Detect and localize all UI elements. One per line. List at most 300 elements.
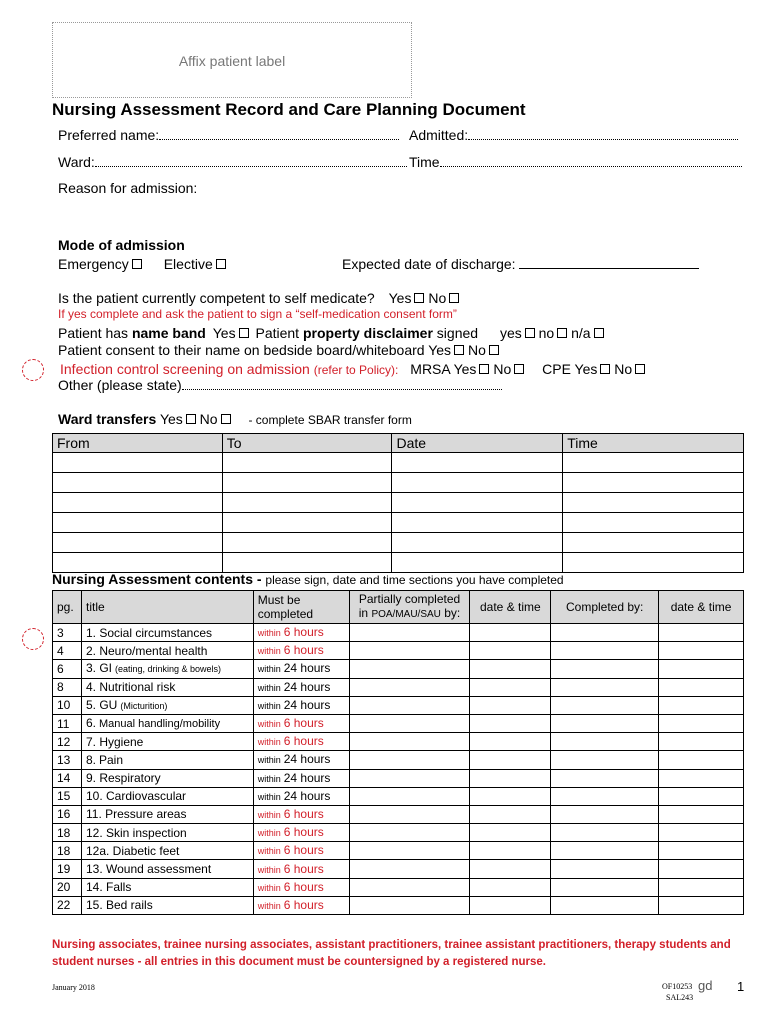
assessment-datetime2-cell[interactable] bbox=[659, 751, 744, 769]
transfer-cell[interactable] bbox=[563, 553, 744, 573]
within-text: within bbox=[257, 682, 281, 693]
within-text: within bbox=[257, 737, 281, 748]
cpe-yes-label: CPE Yes bbox=[542, 361, 598, 377]
assessment-completed-cell[interactable] bbox=[551, 678, 659, 696]
mrsa-yes-checkbox[interactable] bbox=[479, 364, 489, 374]
assessment-completed-cell[interactable] bbox=[551, 842, 659, 860]
assessment-must bbox=[253, 733, 349, 751]
assessment-must bbox=[253, 678, 349, 696]
assessment-must bbox=[253, 624, 349, 642]
transfer-cell[interactable] bbox=[563, 513, 744, 533]
assessment-datetime-cell[interactable] bbox=[470, 696, 551, 714]
admitted-label: Admitted: bbox=[409, 127, 469, 143]
infection-text: Infection control screening on admission bbox=[60, 361, 310, 377]
transfer-cell[interactable] bbox=[563, 453, 744, 473]
assessment-pg bbox=[53, 842, 82, 860]
infection-ref: (refer to Policy): bbox=[313, 363, 399, 377]
assessment-title bbox=[81, 878, 253, 896]
within-text: within bbox=[257, 828, 281, 839]
assessment-datetime2-cell[interactable] bbox=[659, 824, 744, 842]
within-text: within bbox=[257, 664, 281, 675]
hours-text: 6 hours bbox=[283, 806, 324, 821]
assessment-row bbox=[53, 878, 744, 896]
assessment-datetime2-cell[interactable] bbox=[659, 714, 744, 732]
assessment-title-note: Pain bbox=[99, 752, 124, 767]
hours-text: 24 hours bbox=[283, 770, 331, 785]
hours-text: 6 hours bbox=[283, 843, 324, 858]
other-label: Other (please state) bbox=[58, 377, 182, 393]
property-na-checkbox[interactable] bbox=[594, 328, 604, 338]
assessment-partial-cell[interactable] bbox=[349, 733, 470, 751]
assessment-partial-cell[interactable] bbox=[349, 660, 470, 678]
transfer-cell[interactable] bbox=[53, 533, 223, 553]
assessment-partial-cell[interactable] bbox=[349, 896, 470, 914]
transfer-cell[interactable] bbox=[53, 473, 223, 493]
mrsa-no-checkbox[interactable] bbox=[514, 364, 524, 374]
transfer-row bbox=[53, 533, 744, 553]
assessment-row bbox=[53, 642, 744, 660]
assessment-row bbox=[53, 733, 744, 751]
assessment-title-note: (Micturition) bbox=[120, 700, 168, 711]
transfer-row bbox=[53, 473, 744, 493]
assessment-title-text: 14. Falls bbox=[85, 880, 132, 895]
assessment-datetime-cell[interactable] bbox=[470, 860, 551, 878]
col-partial-1: Partially completed bbox=[358, 592, 461, 606]
property-prefix: Patient bbox=[255, 325, 300, 341]
assessment-title bbox=[81, 624, 253, 642]
hours-text: 6 hours bbox=[283, 879, 324, 894]
assessment-title bbox=[81, 714, 253, 732]
patient-label-text: Affix patient label bbox=[178, 53, 286, 69]
property-disclaimer-bold: property disclaimer bbox=[302, 325, 433, 341]
assessment-datetime-cell[interactable] bbox=[470, 805, 551, 823]
consent-row bbox=[58, 342, 499, 358]
transfer-cell[interactable] bbox=[563, 533, 744, 553]
assessment-pg-text: 13 bbox=[57, 752, 71, 767]
emergency-checkbox[interactable] bbox=[132, 259, 142, 269]
consent-no-checkbox[interactable] bbox=[489, 345, 499, 355]
hours-text: 24 hours bbox=[283, 788, 331, 803]
assessment-title bbox=[81, 860, 253, 878]
other-row[interactable] bbox=[58, 377, 502, 393]
hours-text: 6 hours bbox=[283, 825, 324, 840]
assessment-must bbox=[253, 878, 349, 896]
ward-transfers-no-label: No bbox=[199, 411, 218, 427]
transfer-cell[interactable] bbox=[392, 473, 563, 493]
hours-text: 6 hours bbox=[283, 734, 324, 749]
transfer-cell[interactable] bbox=[222, 513, 392, 533]
time-line[interactable] bbox=[440, 166, 742, 167]
assessment-pg-text: 12 bbox=[57, 734, 71, 749]
transfer-cell[interactable] bbox=[53, 553, 223, 573]
cpe-no-label: No bbox=[614, 361, 633, 377]
assessment-pg bbox=[53, 769, 82, 787]
assessment-datetime-cell[interactable] bbox=[470, 678, 551, 696]
discharge-line[interactable] bbox=[519, 268, 699, 269]
transfer-cell[interactable] bbox=[222, 533, 392, 553]
assessment-title bbox=[81, 842, 253, 860]
assessment-datetime-cell[interactable] bbox=[470, 824, 551, 842]
col-partial-by: by: bbox=[444, 606, 461, 620]
ward-transfers-row bbox=[58, 411, 412, 427]
assessment-must bbox=[253, 805, 349, 823]
col-to: To bbox=[222, 434, 392, 453]
assessment-pg bbox=[53, 642, 82, 660]
contents-heading-row bbox=[52, 571, 564, 587]
transfer-cell[interactable] bbox=[563, 473, 744, 493]
assessment-partial-cell[interactable] bbox=[349, 860, 470, 878]
discharge-label: Expected date of discharge: bbox=[342, 256, 516, 272]
consent-yes-checkbox[interactable] bbox=[454, 345, 464, 355]
hours-text: 6 hours bbox=[283, 897, 324, 912]
assessment-partial-cell[interactable] bbox=[349, 787, 470, 805]
assessment-pg bbox=[53, 733, 82, 751]
assessment-datetime2-cell[interactable] bbox=[659, 678, 744, 696]
assessment-datetime2-cell[interactable] bbox=[659, 660, 744, 678]
within-text: within bbox=[257, 628, 281, 639]
assessment-pg-text: 10 bbox=[57, 698, 71, 713]
assessment-title bbox=[81, 696, 253, 714]
assessment-row bbox=[53, 751, 744, 769]
assessment-title-note: (eating, drinking & bowels) bbox=[115, 664, 222, 675]
assessment-pg-text: 18 bbox=[57, 825, 71, 840]
elective-label: Elective bbox=[163, 256, 213, 272]
assessment-row bbox=[53, 769, 744, 787]
assessment-title bbox=[81, 733, 253, 751]
col-datetime: date & time bbox=[470, 591, 551, 624]
assessment-must bbox=[253, 714, 349, 732]
assessment-completed-cell[interactable] bbox=[551, 787, 659, 805]
within-text: within bbox=[257, 755, 281, 766]
mode-heading: Mode of admission bbox=[58, 237, 185, 253]
self-medicate-yes-checkbox[interactable] bbox=[414, 293, 424, 303]
footer-logo: gd bbox=[698, 978, 713, 993]
margin-circle-mark bbox=[22, 628, 44, 650]
property-no-checkbox[interactable] bbox=[557, 328, 567, 338]
assessment-partial-cell[interactable] bbox=[349, 842, 470, 860]
assessment-title-text: 13. Wound assessment bbox=[85, 862, 212, 877]
assessment-must bbox=[253, 751, 349, 769]
property-signed: signed bbox=[436, 325, 479, 341]
assessment-datetime2-cell[interactable] bbox=[659, 878, 744, 896]
assessment-pg bbox=[53, 896, 82, 914]
assessment-title-text: 6. bbox=[85, 716, 96, 731]
assessment-pg-text: 4 bbox=[57, 643, 64, 658]
assessment-completed-cell[interactable] bbox=[551, 733, 659, 751]
name-band-prefix: Patient has bbox=[58, 325, 129, 341]
ward-line[interactable] bbox=[95, 166, 407, 167]
assessment-title-text: 3. GI bbox=[85, 661, 112, 676]
col-must: Must be completed bbox=[253, 591, 349, 624]
assessment-completed-cell[interactable] bbox=[551, 642, 659, 660]
col-from: From bbox=[53, 434, 223, 453]
emergency-label: Emergency bbox=[58, 256, 129, 272]
contents-subheading: please sign, date and time sections you have completed bbox=[265, 573, 564, 587]
transfer-cell[interactable] bbox=[222, 553, 392, 573]
assessment-completed-cell[interactable] bbox=[551, 860, 659, 878]
assessment-completed-cell[interactable] bbox=[551, 805, 659, 823]
name-band-row bbox=[58, 325, 604, 341]
assessment-pg bbox=[53, 805, 82, 823]
assessment-partial-cell[interactable] bbox=[349, 696, 470, 714]
name-band-yes-label: Yes bbox=[212, 325, 236, 341]
assessment-title-text: 12a. Diabetic feet bbox=[85, 843, 180, 858]
assessment-datetime2-cell[interactable] bbox=[659, 787, 744, 805]
assessment-row bbox=[53, 824, 744, 842]
assessment-partial-cell[interactable] bbox=[349, 769, 470, 787]
ward-transfers-yes-checkbox[interactable] bbox=[186, 414, 196, 424]
assessment-datetime-cell[interactable] bbox=[470, 751, 551, 769]
assessment-pg-text: 20 bbox=[57, 880, 71, 895]
assessment-title bbox=[81, 751, 253, 769]
transfer-cell[interactable] bbox=[53, 513, 223, 533]
assessment-completed-cell[interactable] bbox=[551, 751, 659, 769]
transfer-row bbox=[53, 493, 744, 513]
assessment-datetime2-cell[interactable] bbox=[659, 733, 744, 751]
transfer-cell[interactable] bbox=[392, 553, 563, 573]
self-medicate-no-checkbox[interactable] bbox=[449, 293, 459, 303]
property-yes-label: yes bbox=[499, 325, 522, 341]
assessment-title-text: 2. Neuro/mental health bbox=[85, 643, 208, 658]
assessment-datetime2-cell[interactable] bbox=[659, 642, 744, 660]
footer-date: January 2018 bbox=[52, 983, 95, 992]
assessment-completed-cell[interactable] bbox=[551, 769, 659, 787]
assessment-datetime-cell[interactable] bbox=[470, 660, 551, 678]
assessment-row bbox=[53, 678, 744, 696]
col-partial bbox=[349, 591, 470, 624]
consent-text: Patient consent to their name on bedside board/whiteboard Yes bbox=[58, 342, 452, 358]
assessment-completed-cell[interactable] bbox=[551, 896, 659, 914]
assessment-datetime-cell[interactable] bbox=[470, 714, 551, 732]
time-row[interactable] bbox=[409, 154, 742, 170]
self-medicate-question: Is the patient currently competent to self medicate? bbox=[58, 290, 375, 306]
assessment-title-text: 5. GU bbox=[85, 697, 118, 712]
hours-text: 24 hours bbox=[283, 661, 331, 676]
property-yes-checkbox[interactable] bbox=[525, 328, 535, 338]
within-text: within bbox=[257, 791, 281, 802]
col-date: Date bbox=[392, 434, 563, 453]
mrsa-yes-label: MRSA Yes bbox=[410, 361, 477, 377]
assessment-pg bbox=[53, 860, 82, 878]
assessment-datetime-cell[interactable] bbox=[470, 842, 551, 860]
assessment-datetime-cell[interactable] bbox=[470, 642, 551, 660]
col-partial-2: POA/MAU/SAU bbox=[371, 609, 441, 620]
transfer-cell[interactable] bbox=[563, 493, 744, 513]
hours-text: 6 hours bbox=[283, 625, 324, 640]
assessment-must bbox=[253, 860, 349, 878]
within-text: within bbox=[257, 646, 281, 657]
self-medicate-note: If yes complete and ask the patient to sign a “self-medication consent form” bbox=[58, 307, 457, 321]
assessment-must bbox=[253, 696, 349, 714]
patient-label-box bbox=[52, 22, 412, 98]
assessment-pg bbox=[53, 678, 82, 696]
assessment-datetime-cell[interactable] bbox=[470, 733, 551, 751]
within-text: within bbox=[257, 773, 281, 784]
consent-no-label: No bbox=[467, 342, 486, 358]
assessment-datetime2-cell[interactable] bbox=[659, 842, 744, 860]
assessment-partial-cell[interactable] bbox=[349, 751, 470, 769]
assessment-pg bbox=[53, 624, 82, 642]
ward-transfers-note: - complete SBAR transfer form bbox=[248, 413, 412, 427]
assessment-pg-text: 3 bbox=[57, 625, 64, 640]
hours-text: 6 hours bbox=[283, 861, 324, 876]
assessment-pg bbox=[53, 878, 82, 896]
within-text: within bbox=[257, 809, 281, 820]
assessment-partial-cell[interactable] bbox=[349, 878, 470, 896]
ward-label: Ward: bbox=[58, 154, 95, 170]
assessment-pg bbox=[53, 751, 82, 769]
self-medicate-yes-label: Yes bbox=[388, 290, 412, 306]
self-medicate-row bbox=[58, 290, 459, 306]
assessment-datetime2-cell[interactable] bbox=[659, 769, 744, 787]
assessment-pg bbox=[53, 714, 82, 732]
assessment-must bbox=[253, 660, 349, 678]
assessment-title-text: 9. Respiratory bbox=[85, 771, 161, 786]
assessment-pg-text: 22 bbox=[57, 898, 71, 913]
assessment-pg-text: 16 bbox=[57, 807, 71, 822]
assessment-title-text: 11. Pressure areas bbox=[85, 807, 187, 822]
assessment-completed-cell[interactable] bbox=[551, 714, 659, 732]
transfer-cell[interactable] bbox=[222, 473, 392, 493]
document-title: Nursing Assessment Record and Care Planning Document bbox=[52, 100, 526, 119]
hours-text: 24 hours bbox=[283, 679, 331, 694]
assessment-completed-cell[interactable] bbox=[551, 624, 659, 642]
assessment-datetime2-cell[interactable] bbox=[659, 896, 744, 914]
contents-heading: Nursing Assessment contents - bbox=[52, 571, 262, 587]
preferred-name-row[interactable] bbox=[58, 127, 399, 143]
assessment-title bbox=[81, 660, 253, 678]
assessment-completed-cell[interactable] bbox=[551, 878, 659, 896]
assessment-pg-text: 18 bbox=[57, 843, 71, 858]
assessment-title-text: 4. Nutritional risk bbox=[85, 680, 176, 695]
hours-text: 6 hours bbox=[283, 643, 324, 658]
assessment-title-text: 7. Hygiene bbox=[85, 734, 144, 749]
transfer-cell[interactable] bbox=[53, 493, 223, 513]
within-text: within bbox=[257, 846, 281, 857]
col-pg: pg. bbox=[53, 591, 82, 624]
within-text: within bbox=[257, 719, 281, 730]
assessment-title bbox=[81, 824, 253, 842]
assessment-partial-cell[interactable] bbox=[349, 824, 470, 842]
ward-transfers-no-checkbox[interactable] bbox=[221, 414, 231, 424]
assessment-datetime2-cell[interactable] bbox=[659, 624, 744, 642]
assessment-datetime-cell[interactable] bbox=[470, 769, 551, 787]
hours-text: 6 hours bbox=[283, 716, 324, 731]
assessment-completed-cell[interactable] bbox=[551, 696, 659, 714]
assessment-contents-table bbox=[52, 590, 744, 915]
assessment-partial-cell[interactable] bbox=[349, 642, 470, 660]
assessment-row bbox=[53, 787, 744, 805]
property-na-label: n/a bbox=[571, 325, 591, 341]
col-partial-in: in bbox=[358, 606, 369, 620]
assessment-title-text: 8. bbox=[85, 752, 96, 767]
assessment-pg bbox=[53, 787, 82, 805]
assessment-row bbox=[53, 842, 744, 860]
assessment-must bbox=[253, 896, 349, 914]
assessment-datetime-cell[interactable] bbox=[470, 896, 551, 914]
transfer-cell[interactable] bbox=[392, 493, 563, 513]
admitted-line[interactable] bbox=[468, 139, 738, 140]
cpe-no-checkbox[interactable] bbox=[635, 364, 645, 374]
transfer-row bbox=[53, 453, 744, 473]
assessment-datetime2-cell[interactable] bbox=[659, 860, 744, 878]
assessment-pg bbox=[53, 660, 82, 678]
other-line[interactable] bbox=[182, 389, 502, 390]
assessment-pg-text: 11 bbox=[57, 716, 70, 731]
discharge-row[interactable] bbox=[342, 256, 699, 272]
assessment-partial-cell[interactable] bbox=[349, 805, 470, 823]
assessment-title-text: 12. Skin inspection bbox=[85, 825, 187, 840]
name-band-yes-checkbox[interactable] bbox=[239, 328, 249, 338]
assessment-must bbox=[253, 842, 349, 860]
assessment-row bbox=[53, 696, 744, 714]
assessment-completed-cell[interactable] bbox=[551, 824, 659, 842]
assessment-row bbox=[53, 805, 744, 823]
hours-text: 24 hours bbox=[283, 697, 331, 712]
within-text: within bbox=[257, 864, 281, 875]
ward-row[interactable] bbox=[58, 154, 407, 170]
assessment-title bbox=[81, 642, 253, 660]
assessment-must bbox=[253, 769, 349, 787]
transfer-cell[interactable] bbox=[53, 453, 223, 473]
within-text: within bbox=[257, 882, 281, 893]
assessment-datetime2-cell[interactable] bbox=[659, 696, 744, 714]
assessment-title bbox=[81, 769, 253, 787]
footer-code-1: OF10253 bbox=[662, 982, 693, 991]
preferred-name-line[interactable] bbox=[159, 139, 399, 140]
col-title: title bbox=[81, 591, 253, 624]
assessment-pg-text: 19 bbox=[57, 862, 71, 877]
transfer-cell[interactable] bbox=[392, 453, 563, 473]
within-text: within bbox=[257, 700, 281, 711]
assessment-partial-cell[interactable] bbox=[349, 624, 470, 642]
transfer-cell[interactable] bbox=[222, 453, 392, 473]
assessment-title bbox=[81, 896, 253, 914]
assessment-row bbox=[53, 860, 744, 878]
col-time: Time bbox=[563, 434, 744, 453]
assessment-row bbox=[53, 714, 744, 732]
transfer-cell[interactable] bbox=[392, 533, 563, 553]
ward-transfers-heading: Ward transfers bbox=[58, 411, 157, 427]
within-text: within bbox=[257, 900, 281, 911]
assessment-datetime-cell[interactable] bbox=[470, 878, 551, 896]
footer-code-2: SAL243 bbox=[666, 993, 694, 1002]
ward-transfers-table bbox=[52, 433, 744, 573]
admitted-row[interactable] bbox=[409, 127, 738, 143]
assessment-title-text: 15. Bed rails bbox=[85, 898, 153, 913]
preferred-name-label: Preferred name: bbox=[58, 127, 160, 143]
assessment-must bbox=[253, 824, 349, 842]
assessment-completed-cell[interactable] bbox=[551, 660, 659, 678]
assessment-title bbox=[81, 787, 253, 805]
assessment-pg-text: 14 bbox=[57, 771, 71, 786]
transfer-cell[interactable] bbox=[222, 493, 392, 513]
transfer-cell[interactable] bbox=[392, 513, 563, 533]
reason-label: Reason for admission: bbox=[58, 180, 198, 196]
assessment-partial-cell[interactable] bbox=[349, 714, 470, 732]
assessment-datetime2-cell[interactable] bbox=[659, 805, 744, 823]
assessment-title bbox=[81, 805, 253, 823]
assessment-datetime-cell[interactable] bbox=[470, 787, 551, 805]
assessment-title-text: 1. Social circumstances bbox=[85, 625, 213, 640]
elective-checkbox[interactable] bbox=[216, 259, 226, 269]
col-completed-by: Completed by: bbox=[551, 591, 659, 624]
cpe-yes-checkbox[interactable] bbox=[600, 364, 610, 374]
property-no-label: no bbox=[538, 325, 555, 341]
transfer-header-row bbox=[53, 434, 744, 453]
assessment-partial-cell[interactable] bbox=[349, 678, 470, 696]
assessment-datetime-cell[interactable] bbox=[470, 624, 551, 642]
